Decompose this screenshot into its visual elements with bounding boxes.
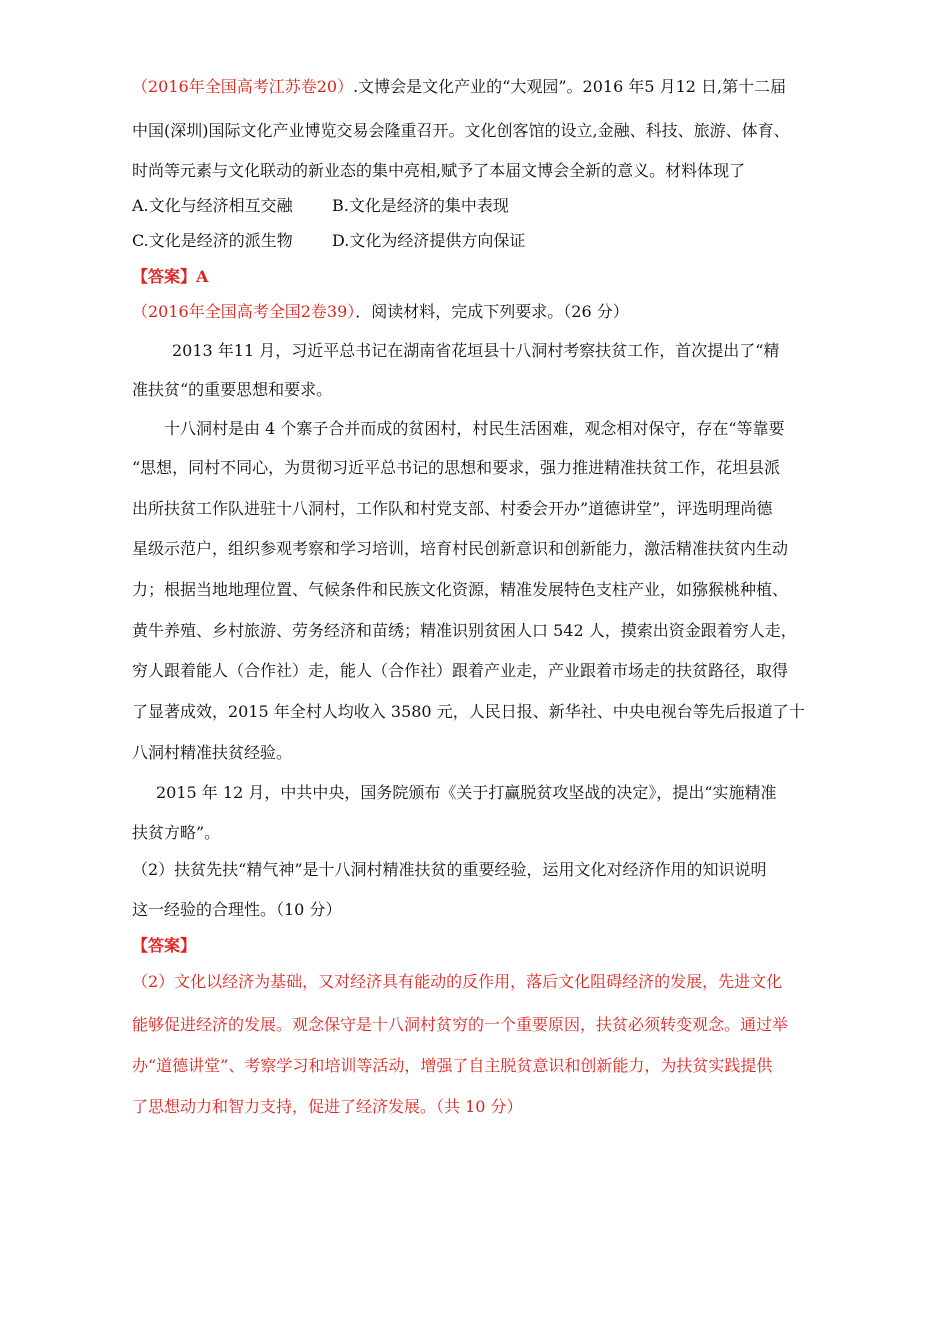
q2-para2-line-1: 十八洞村是由 4 个寨子合并而成的贫困村，村民生活困难，观念相对保守，存在“等靠要: [164, 419, 785, 438]
q2-para2-line-3: 出所扶贫工作队进驻十八洞村，工作队和村党支部、村委会开办”道德讲堂”，评选明理尚德: [132, 499, 773, 518]
q1-option-c: C.文化是经济的派生物: [132, 231, 293, 250]
q1-line-1: [132, 76, 786, 98]
q2-source: （2016年全国高考全国2卷39）: [132, 302, 356, 321]
q2-para2-line-4: 星级示范户，组织参观考察和学习培训，培育村民创新意识和创新能力，激活精准扶贫内生动: [132, 539, 789, 558]
q2-question-line-1: （2）扶贫先扶“精气神”是十八洞村精准扶贫的重要经验，运用文化对经济作用的知识说明: [132, 860, 767, 879]
q2-para2-line-9: 八洞村精准扶贫经验。: [132, 743, 293, 762]
q2-para1-line-2: 准扶贫“的重要思想和要求。: [132, 380, 333, 399]
q2-answer-line-4: 了思想动力和智力支持，促进了经济发展。（共 10 分）: [132, 1097, 523, 1116]
q1-text-line-3: 时尚等元素与文化联动的新业态的集中亮相,赋予了本届文博会全新的意义。材料体现了: [132, 161, 746, 180]
q2-source-tail: ．阅读材料，完成下列要求。（26 分）: [355, 302, 629, 321]
q1-answer-value: A: [196, 267, 209, 286]
q2-question-line-2: 这一经验的合理性。（10 分）: [132, 900, 342, 919]
q1-option-d: D.文化为经济提供方向保证: [332, 231, 526, 250]
q1-source: （2016年全国高考江苏卷20）: [132, 77, 354, 96]
q2-answer-line-2: 能够促进经济的发展。观念保守是十八洞村贫穷的一个重要原因，扶贫必须转变观念。通过举: [132, 1015, 789, 1034]
q2-para1-line-1: 2013 年11 月，习近平总书记在湖南省花垣县十八洞村考察扶贫工作，首次提出了“精: [172, 341, 780, 360]
q2-para2-line-2: “思想，同村不同心，为贯彻习近平总书记的思想和要求，强力推进精准扶贫工作，花坦县派: [132, 458, 781, 477]
q1-text-line-2: 中国(深圳)国际文化产业博览交易会隆重召开。文化创客馆的设立,金融、科技、旅游、体育、: [132, 121, 790, 140]
q1-option-b: B.文化是经济的集中表现: [332, 196, 509, 215]
q2-para2-line-5: 力；根据当地地理位置、气候条件和民族文化资源，精准发展特色支柱产业，如猕猴桃种植、: [132, 580, 789, 599]
q1-text-line-1: .文博会是文化产业的“大观园”。2016 年5 月12 日,第十二届: [353, 77, 787, 96]
q2-para2-line-7: 穷人跟着能人（合作社）走，能人（合作社）跟着产业走，产业跟着市场走的扶贫路径，取得: [132, 661, 789, 680]
q2-para2-line-8: 了显著成效，2015 年全村人均收入 3580 元，人民日报、新华社、中央电视台等先后报道了十: [132, 702, 805, 721]
q2-answer-label: 【答案】: [132, 936, 197, 955]
q2-para3-line-1: 2015 年 12 月，中共中央，国务院颁布《关于打赢脱贫攻坚战的决定》，提出“实施精准: [156, 783, 777, 802]
q2-answer-line-3: 办“道德讲堂”、考察学习和培训等活动，增强了自主脱贫意识和创新能力，为扶贫实践提供: [132, 1056, 773, 1075]
q2-para3-line-2: 扶贫方略”。: [132, 823, 221, 842]
q1-answer: [132, 266, 208, 288]
q1-answer-label: 【答案】: [132, 267, 197, 286]
q2-answer-line-1: （2）文化以经济为基础，又对经济具有能动的反作用，落后文化阻碍经济的发展，先进文化: [132, 972, 783, 991]
q2-header: [132, 301, 629, 323]
q2-para2-line-6: 黄牛养殖、乡村旅游、劳务经济和苗绣；精准识别贫困人口 542 人，摸索出资金跟着穷人走，: [132, 621, 797, 640]
q1-options-row-2: [132, 230, 525, 252]
q1-options-row-1: [132, 195, 509, 217]
q1-option-a: A.文化与经济相互交融: [132, 196, 293, 215]
